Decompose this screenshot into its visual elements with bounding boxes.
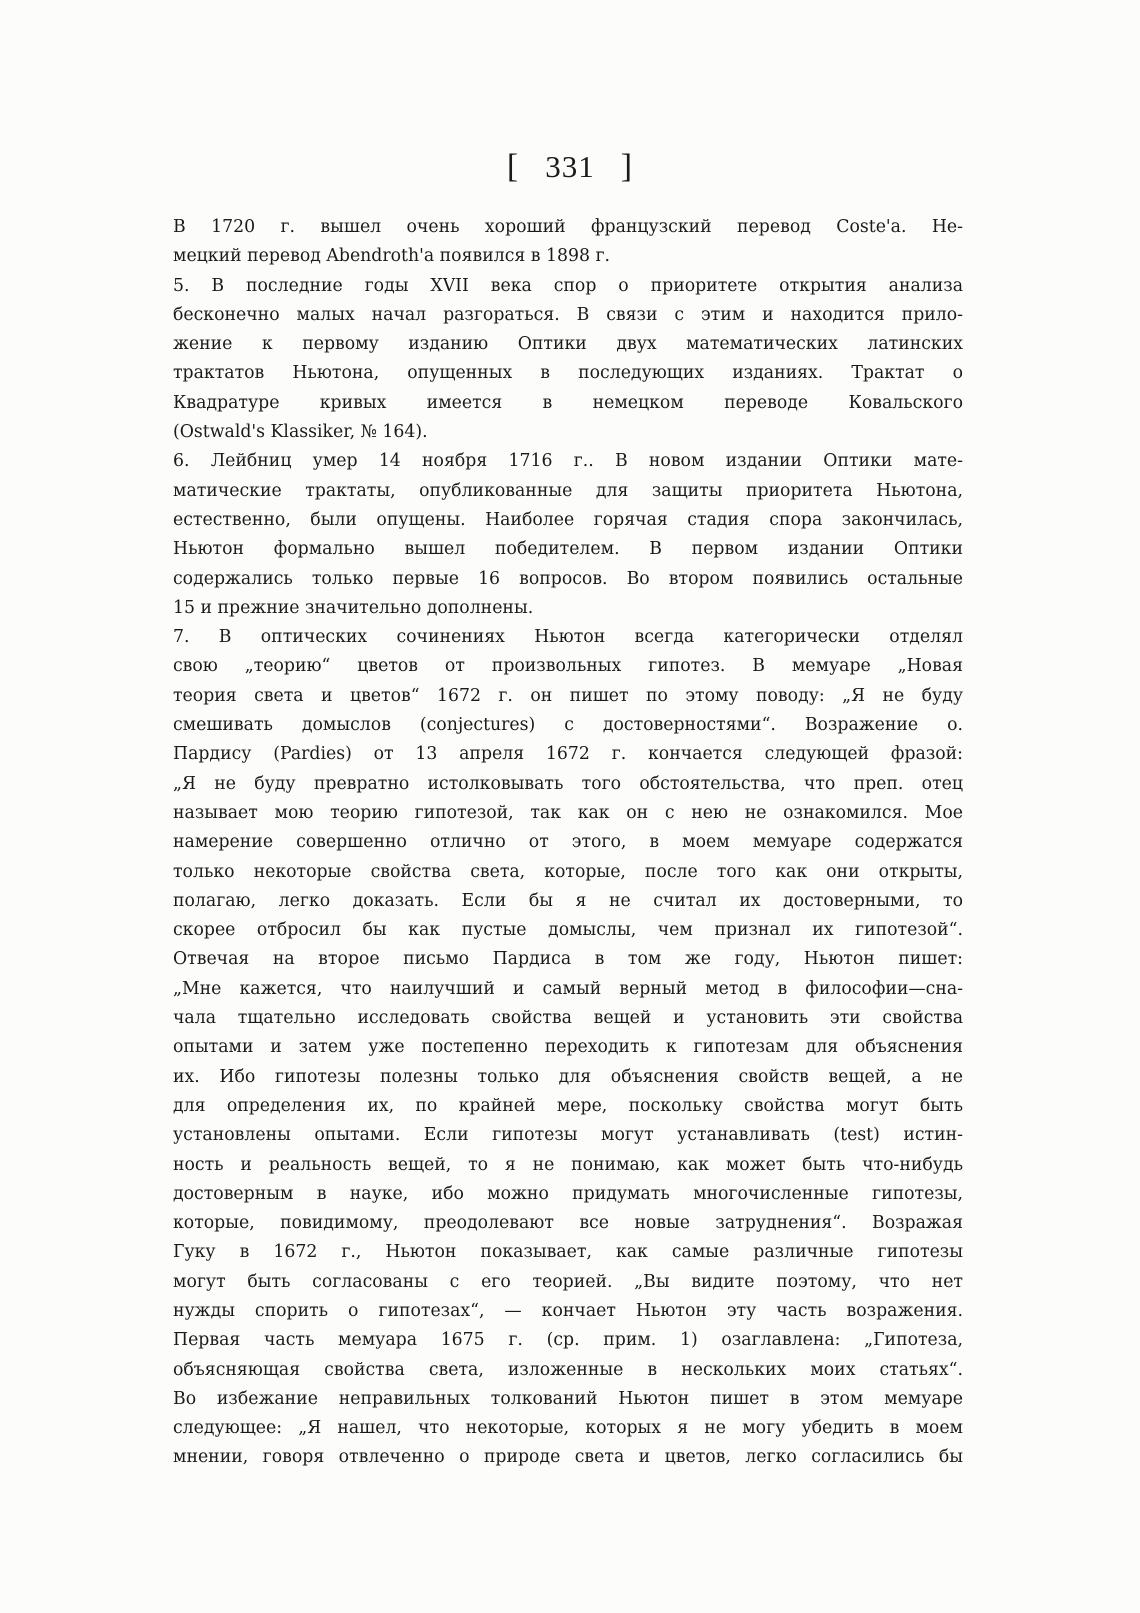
text-line: В 1720 г. вышел очень хороший французский перевод Coste'a. Не-: [173, 217, 963, 237]
text-line: мецкий перевод Abendroth'a появился в 1898 г.: [173, 246, 611, 267]
text-line: естественно, были опущены. Наиболее горячая стадия спора закончилась,: [173, 509, 963, 530]
text-line: Во избежание неправильных толкований Ньютон пишет в этом мемуаре: [173, 1388, 963, 1409]
text-line: полагаю, легко доказать. Если бы я не считал их достоверными, то: [173, 890, 963, 911]
text-line: 6. Лейбниц умер 14 ноября 1716 г.. В новом издании Оптики мате-: [173, 451, 963, 472]
bracket-open: [: [506, 148, 520, 185]
text-line: 15 и прежние значительно дополнены.: [173, 597, 534, 618]
text-line: бесконечно малых начал разгораться. В связи с этим и находится прило-: [173, 304, 963, 325]
text-line: опытами и затем уже постепенно переходить к гипотезам для объяснения: [173, 1037, 963, 1058]
notes-body-text: [173, 213, 963, 1473]
text-line: (Ostwald's Klassiker, № 164).: [173, 422, 428, 443]
text-line: Гуку в 1672 г., Ньютон показывает, как самые различные гипотезы: [173, 1242, 963, 1263]
text-line: смешивать домыслов (conjectures) с достоверностями“. Возражение о.: [173, 715, 963, 736]
text-line: Квадратуре кривых имеется в немецком переводе Ковальского: [173, 392, 963, 413]
text-line: трактатов Ньютона, опущенных в последующих изданиях. Трактат о: [173, 363, 963, 384]
text-line: ность и реальность вещей, то я не понимаю, как может быть что-нибудь: [173, 1154, 963, 1175]
text-line: называет мою теорию гипотезой, так как он с нею не ознакомился. Мое: [173, 802, 963, 823]
text-line: жение к первому изданию Оптики двух математических латинских: [173, 334, 963, 355]
text-line: 7. В оптических сочинениях Ньютон всегда категорически отделял: [173, 627, 963, 648]
text-line: объясняющая свойства света, изложенные в нескольких моих статьях“.: [173, 1359, 963, 1380]
text-line: намерение совершенно отлично от этого, в моем мемуаре содержатся: [173, 832, 963, 853]
text-line: содержались только первые 16 вопросов. Во втором появились остальные: [173, 568, 963, 589]
text-line: Первая часть мемуара 1675 г. (ср. прим. 1) озаглавлена: „Гипотеза,: [173, 1330, 963, 1351]
text-line: Ньютон формально вышел победителем. В первом издании Оптики: [173, 539, 963, 560]
text-line: их. Ибо гипотезы полезны только для объяснения свойств вещей, а не: [173, 1066, 963, 1087]
text-line: Пардису (Pardies) от 13 апреля 1672 г. кончается следующей фразой:: [173, 744, 963, 765]
text-line: достоверным в науке, ибо можно придумать многочисленные гипотезы,: [173, 1183, 963, 1204]
text-line: свою „теорию“ цветов от произвольных гипотез. В мемуаре „Новая: [173, 656, 963, 677]
text-line: только некоторые свойства света, которые, после того как они открыты,: [173, 861, 963, 882]
text-line: установлены опытами. Если гипотезы могут устанавливать (test) истин-: [173, 1125, 963, 1146]
text-line: 5. В последние годы XVII века спор о приоритете открытия анализа: [173, 275, 963, 296]
text-line: скорее отбросил бы как пустые домыслы, чем признал их гипотезой“.: [173, 920, 963, 941]
bracket-close: ]: [620, 148, 634, 185]
text-line: теория света и цветов“ 1672 г. он пишет по этому поводу: „Я не буду: [173, 685, 963, 706]
text-line: нужды спорить о гипотезах“, — кончает Ньютон эту часть возражения.: [173, 1300, 963, 1321]
text-line: чала тщательно исследовать свойства вещей и установить эти свойства: [173, 1008, 963, 1029]
text-line: которые, повидимому, преодолевают все новые затруднения“. Возражая: [173, 1213, 963, 1234]
text-line: матические трактаты, опубликованные для защиты приоритета Ньютона,: [173, 480, 963, 501]
page-number: [0, 148, 1140, 186]
text-line: следующее: „Я нашел, что некоторые, которых я не могу убедить в моем: [173, 1418, 963, 1439]
text-line: „Мне кажется, что наилучший и самый верный метод в философии—сна-: [173, 978, 963, 999]
text-line: Отвечая на второе письмо Пардиса в том же году, Ньютон пишет:: [173, 949, 963, 970]
text-line: „Я не буду превратно истолковывать того обстоятельства, что преп. отец: [173, 773, 963, 794]
text-line: для определения их, по крайней мере, поскольку свойства могут быть: [173, 1095, 963, 1116]
page-number-value: 331: [545, 149, 595, 184]
text-line: мнении, говоря отвлеченно о природе света и цветов, легко согласились бы: [173, 1447, 963, 1468]
text-line: могут быть согласованы с его теорией. „Вы видите поэтому, что нет: [173, 1271, 963, 1292]
